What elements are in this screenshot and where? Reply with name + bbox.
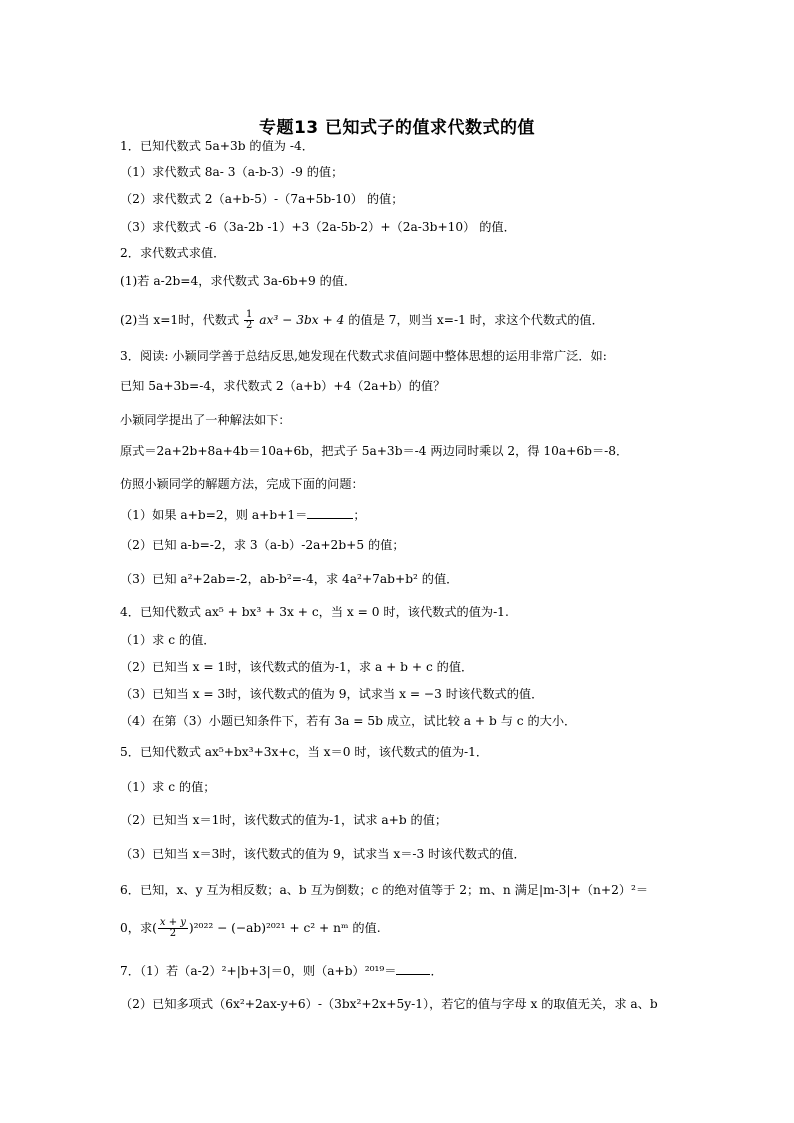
answer-blank[interactable] [396, 962, 430, 975]
problem-5-part-3: （3）已知当 x＝3时，该代数式的值为 9，试求当 x＝-3 时该代数式的值． [120, 847, 526, 861]
fraction-one-half [244, 310, 254, 331]
problem-2-part-2-tail: 的值是 7，则当 x=-1 时，求这个代数式的值． [348, 313, 604, 327]
page-title: 专题13 已知式子的值求代数式的值 [258, 118, 536, 138]
fraction-numerator: x + y [159, 917, 186, 928]
problem-3-stem: 3．阅读: 小颖同学善于总结反思,她发现在代数式求值问题中整体思想的运用非常广泛．如: [120, 349, 607, 363]
problem-2-part-1: (1)若 a-2b=4，求代数式 3a-6b+9 的值． [120, 274, 357, 288]
problem-3-method: 原式＝2a+2b+8a+4b＝10a+6b，把式子 5a+3b＝-4 两边同时乘以 2，得 10a+6b＝-8． [120, 444, 629, 458]
problem-6-lead: 0，求( [120, 921, 157, 935]
fraction-denominator: 2 [245, 320, 253, 331]
problem-6-tail: )²⁰²² − (−ab)²⁰²¹ + c² + nᵐ 的值. [188, 921, 381, 935]
problem-1-part-2: （2）求代数式 2（a+b-5）-（7a+5b-10） 的值； [120, 192, 404, 206]
problem-4-part-4: （4）在第（3）小题已知条件下，若有 3a = 5b 成立，试比较 a + b 与 c 的大小． [120, 714, 577, 728]
problem-6-expression [120, 918, 680, 939]
problem-5-part-1: （1）求 c 的值； [120, 780, 216, 794]
problem-1-part-1: （1）求代数式 8a- 3（a-b-3）-9 的值； [120, 165, 344, 179]
fraction-denominator: 2 [169, 928, 177, 939]
fraction-numerator: 1 [245, 309, 253, 320]
problem-2-stem: 2．求代数式求值． [120, 246, 226, 260]
answer-blank[interactable] [307, 506, 353, 519]
problem-3-part-1 [120, 506, 680, 523]
problem-4-part-1: （1）求 c 的值． [120, 633, 216, 647]
problem-5-stem: 5．已知代数式 ax⁵+bx³+3x+c，当 x＝0 时，该代数式的值为-1． [120, 745, 489, 759]
problem-5-part-2: （2）已知当 x＝1时，该代数式的值为-1，试求 a+b 的值； [120, 813, 448, 827]
problem-2-expression: ax³ − 3bx + 4 [259, 313, 345, 327]
problem-3-instruction: 仿照小颖同学的解题方法，完成下面的问题： [120, 477, 364, 491]
problem-1-stem: 1．已知代数式 5a+3b 的值为 -4． [120, 139, 314, 153]
problem-6-stem: 6．已知，x、y 互为相反数；a、b 互为倒数；c 的绝对值等于 2；m、n 满足|m-3|+（n+2）²＝ [120, 883, 649, 897]
problem-3-part-3: （3）已知 a²+2ab=-2，ab-b²=-4，求 4a²+7ab+b² 的值． [120, 572, 459, 586]
problem-3-part-1-text: （1）如果 a+b=2，则 a+b+1＝ [120, 508, 308, 522]
problem-3-example: 已知 5a+3b=-4，求代数式 2（a+b）+4（2a+b）的值？ [120, 379, 446, 393]
problem-4-part-2: （2）已知当 x = 1时，该代数式的值为-1，求 a + b + c 的值． [120, 660, 474, 674]
problem-3-part-1-end: ； [353, 508, 366, 522]
problem-1-part-3: （3）求代数式 -6（3a-2b -1）+3（2a-5b-2）+（2a-3b+10） 的值． [120, 220, 516, 234]
problem-4-stem: 4．已知代数式 ax⁵ + bx³ + 3x + c，当 x = 0 时，该代数式的值为-1. [120, 605, 509, 619]
problem-7-part-1 [120, 962, 680, 979]
problem-3-part-2: （2）已知 a-b=-2，求 3（a-b）-2a+2b+5 的值； [120, 538, 405, 552]
problem-2-part-2-lead: (2)当 x=1时，代数式 [120, 313, 240, 327]
problem-4-part-3: （3）已知当 x = 3时，该代数式的值为 9，试求当 x = −3 时该代数式的值． [120, 687, 544, 701]
problem-7-part-1-end: ． [430, 964, 443, 978]
problem-7-part-1-text: 7．（1）若（a-2）²+|b+3|＝0，则（a+b）²⁰¹⁹＝ [120, 964, 397, 978]
fraction-x-plus-y-over-2 [158, 918, 188, 939]
problem-3-method-intro: 小颖同学提出了一种解法如下： [120, 413, 291, 427]
problem-2-part-2 [120, 310, 680, 331]
problem-7-part-2: （2）已知多项式（6x²+2ax-y+6）-（3bx²+2x+5y-1），若它的值与字母 x 的取值无关，求 a、b [120, 997, 658, 1011]
